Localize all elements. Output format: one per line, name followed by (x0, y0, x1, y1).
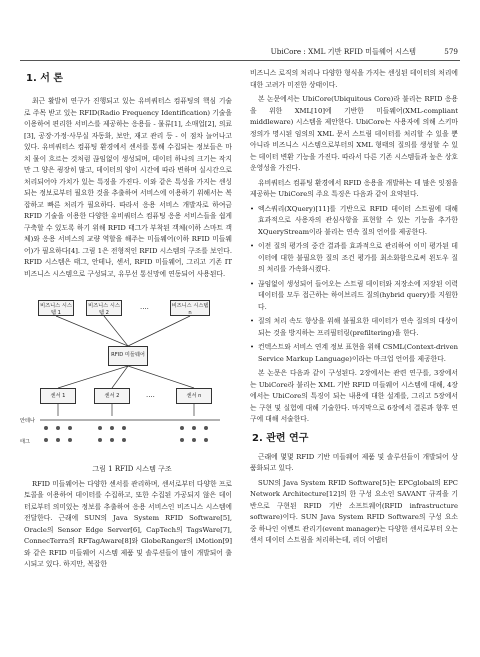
left-column (20, 68, 232, 574)
running-title: UbiCore : XML 기반 RFID 미들웨어 시스템 (270, 47, 416, 56)
feature-bullet-4: • 질의 처리 속도 향상을 위해 불필요한 데이터가 연속 질의의 대상이 되는 것을 방지하는 프리필터링(prefiltering)을 한다. (250, 316, 458, 339)
business-system-n-box: 비즈니스 시스템 n (170, 300, 210, 316)
sensor-dots: .... (146, 391, 155, 399)
rfid-middleware-box: RFID 미들웨어 (108, 346, 148, 366)
right-column (250, 68, 458, 550)
header-rule (20, 60, 460, 61)
running-header (20, 46, 460, 58)
business-dots: .... (140, 303, 149, 311)
sensor-1-box: 센서 1 (40, 388, 76, 404)
business-system-1-box: 비즈니스 시스템 1 (38, 300, 74, 316)
feature-bullet-1: • 엑스쿼리(XQuery)[11]를 기반으로 RFID 데이터 스트림에 대해 효과적으로 사용자의 관심사항을 표현할 수 있는 기능을 추가한 XQueryStream이라 불리는 연속 질의 언어를 제공한다. (250, 204, 458, 239)
right-paragraph-2: 본 논문에서는 UbiCore(Ubiquitous Core)라 불리는 RFID 응용을 위한 XML[10]에 기반한 미들웨어(XML-compliant middleware) 시스템을 제안한다. UbiCore는 사용자에 의해 스키마 정의가 명시된 임의의 XML 문서 스트림 데이터를 처리할 수 있을 뿐 아니라 비즈니스 시스템으로부터의 XML 형태의 질의를 생성할 수 있는 데이터 변환 기능을 가진다. 따라서 다른 기존 시스템들과 높은 상호 운영성을 가진다. (250, 95, 458, 172)
figure-1-caption: 그림 1 RFID 시스템 구조 (92, 465, 172, 473)
page-number: 579 (444, 47, 458, 56)
business-system-2-box: 비즈니스 시스템 2 (86, 300, 122, 316)
section-2-title: 2. 관련 연구 (252, 432, 309, 444)
section-1-title: 1. 서 론 (26, 73, 64, 84)
related-paragraph-2: SUN의 Java System RFID Software[5]는 EPCglobal의 EPC Network Architecture[12]의 한 구성 요소인 SAVANT 규격을 기반으로 구현된 RFID 기반 소프트웨어(RFID infrastructure software)이다. SUN Java System RFID Software의 구성 요소 중 하나인 이벤트 관리기(event manager)는 다양한 센서로부터 오는 센서 데이터 스트림을 처리하는데, 리더 어댑터 (250, 478, 458, 544)
intro-paragraph-2: RFID 미들웨어는 다양한 센서를 관리하며, 센서로부터 다양한 프로토콜을 이용하여 데이터를 수집하고, 또한 수집된 가공되지 않은 데이터로부터 의미있는 정보를 추출하여 응용 서비스인 비즈니스 시스템에 전달한다. 근래에 SUN의 Java System RFID Software[5], Oracle의 Sensor Edge Server[6], CapTech의 TagsWare[7], ConnecTerra의 RFTagAware[8]와 GlobeRanger의 iMotion[9]와 같은 RFID 미들웨어 시스템 제품 및 솔루션들이 많이 개발되어 출시되고 있다. 하지만, 복잡한 (24, 479, 232, 568)
right-paragraph-4: 본 논문은 다음과 같이 구성된다. 2장에서는 관련 연구를, 3장에서는 UbiCore라 불리는 XML 기반 RFID 미들웨어 시스템에 대해, 4장에서는 UbiCore의 특징이 되는 내용에 대한 설계를, 그리고 5장에서는 구현 및 실험에 대해 기술한다. 마지막으로 6장에서 결론과 향후 연구에 대해 서술한다. (250, 369, 458, 423)
feature-bullet-5: • 컨텍스트와 서비스 연계 정보 표현을 위해 CSML(Context-driven Service Markup Language)이라는 마크업 언어를 제공한다. (250, 342, 458, 365)
intro-paragraph-1: 최근 활발히 연구가 진행되고 있는 유비쿼터스 컴퓨팅의 핵심 기술로 주목 받고 있는 RFID(Radio Frequency Identification) 기술을 이용하여 편리한 서비스를 제공하는 응용들 - 물류[1], 소매업[2], 의료[3], 공장·가정·사무실 자동화, 보안, 재고 관리 등 - 이 점차 늘어나고 있다. 유비쿼터스 컴퓨팅 환경에서 센서를 통해 수집되는 정보들은 마치 물이 흐르는 것처럼 끊임없이 생성되며, 데이터 하나의 크기는 작지만 그 양은 굉장히 많고, 데이터의 양이 시간에 따라 변하며 실시간으로 처리되어야 가치가 있는 특징을 가진다. 이와 같은 특성을 가지는 센싱되는 정보로부터 필요한 것을 추출하여 서비스에 이용하기 위해서는 복잡하고 빠른 처리가 필요하다. 따라서 응용 서비스 개발자로 하여금 RFID 기술을 이용한 다양한 유비쿼터스 컴퓨팅 응용 서비스들을 쉽게 구축할 수 있도록 하기 위해 RFID 태그가 부착된 객체(이하 스마트 객체)와 응용 서비스의 교량 역할을 해주는 미들웨어(이하 RFID 미들웨어)가 필요하다[4]. 그림 1은 전형적인 RFID 시스템의 구조를 보인다. RFID 시스템은 태그, 안테나, 센서, RFID 미들웨어, 그리고 기존 IT 비즈니스 시스템으로 구성되고, 유무선 통신망에 연동되어 사용된다. (24, 97, 232, 278)
related-paragraph-1: 근래에 몇몇 RFID 기반 미들웨어 제품 및 솔루션들이 개발되어 상품화되고 있다. (250, 452, 458, 472)
feature-bullet-3: • 끊임없이 생성되어 들어오는 스트림 데이터와 저장소에 저장된 이력 데이터를 모두 접근하는 하이브리드 질의(hybrid query)를 지원한다. (250, 279, 458, 314)
tag-label: 태그 (20, 439, 31, 445)
sensor-2-box: 센서 2 (94, 388, 130, 404)
feature-bullet-2: • 이전 질의 평가의 중간 결과를 효과적으로 관리하여 이미 평가된 데이터에 대한 불필요한 질의 조건 평가를 최소화함으로써 왼도우 질의 처리를 가속화시켰다. (250, 241, 458, 276)
antenna-label: 안테나 (20, 418, 36, 424)
right-paragraph-3: 유비쿼터스 컴퓨팅 환경에서 RFID 응용을 개발하는 데 많은 잇점을 제공하는 UbiCore의 주요 특징은 다음과 같이 요약된다. (250, 178, 458, 198)
sensor-n-box: 센서 n (176, 388, 212, 404)
rfid-system-figure (20, 288, 232, 458)
right-paragraph-1: 비즈니스 로직의 처리나 다양한 형식을 가지는 센싱된 데이터의 처리에 대한 고려가 미진한 상태이다. (250, 69, 458, 89)
